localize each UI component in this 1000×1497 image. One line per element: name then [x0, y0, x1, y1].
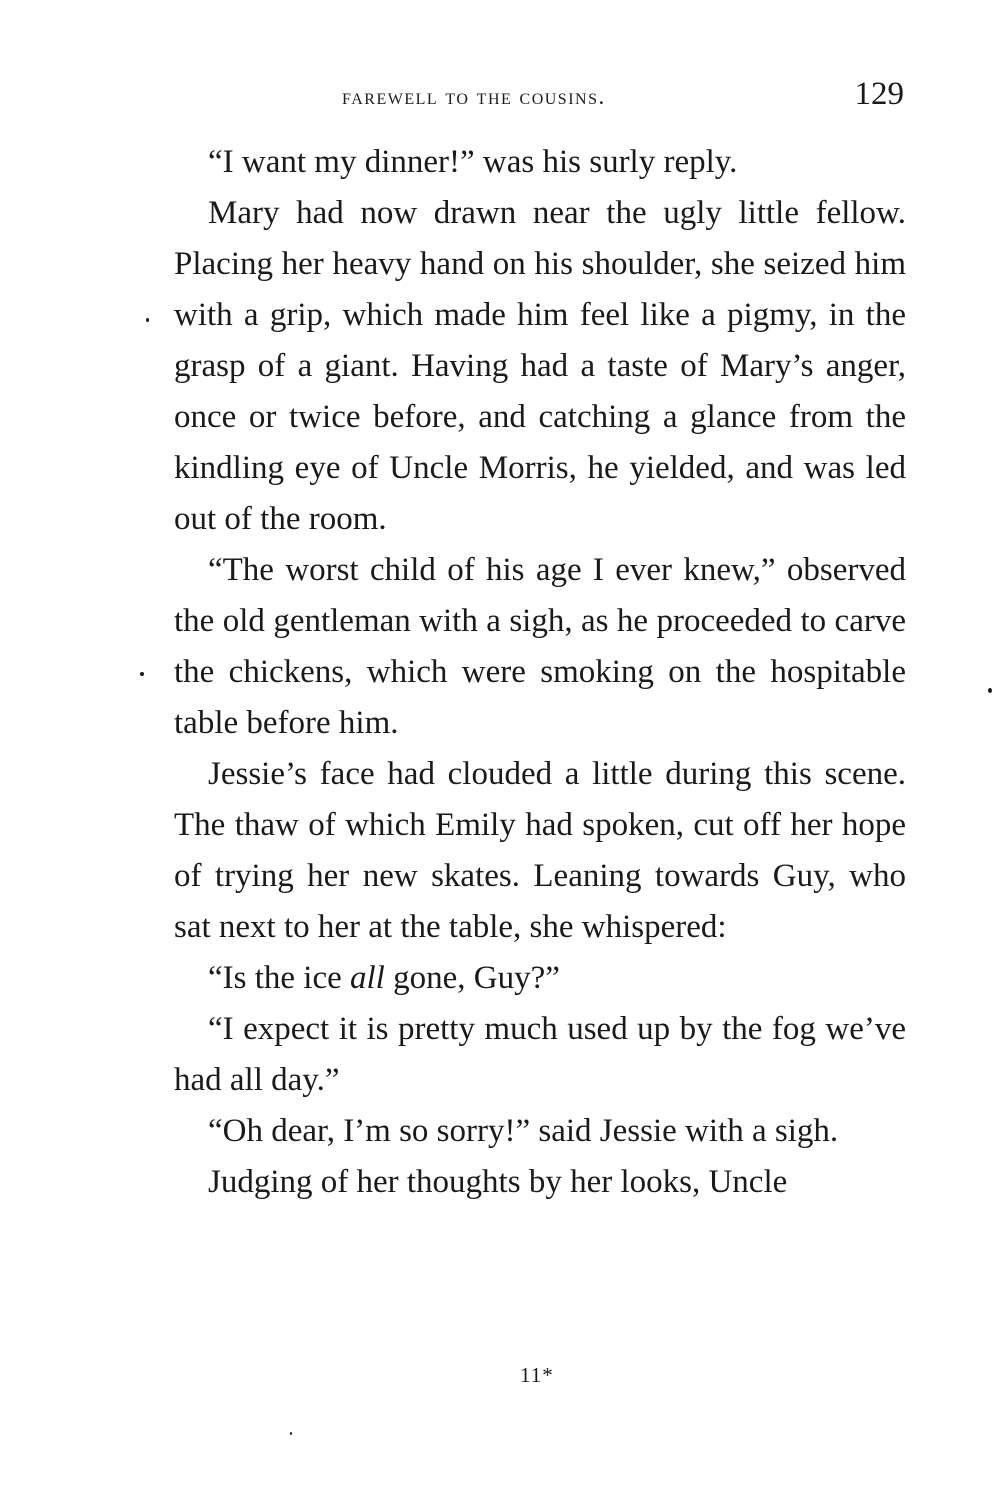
page-number: 129 — [854, 76, 904, 112]
body-text — [174, 137, 906, 1208]
print-speck — [988, 688, 992, 693]
paragraph: Judging of her thoughts by her looks, Uncle — [208, 1164, 788, 1200]
paragraph-ice-question — [174, 953, 906, 1004]
ice-question-emphasis: all — [350, 960, 385, 996]
paragraph: “I want my dinner!” was his surly reply. — [208, 144, 738, 180]
signature-mark: 11* — [520, 1363, 554, 1387]
print-speck — [146, 318, 149, 322]
paragraph: Jessie’s face had clouded a little during this scene. The thaw of which Emily had spoken, cut off her hope of trying her new skates. Leaning towards Guy, who sat next to her at the table, she whispered: — [174, 756, 906, 945]
paragraph: Mary had now drawn near the ugly little fellow. Placing her heavy hand on his shoulder, she seized him with a grip, which made him feel like a pigmy, in the grasp of a giant. Having had a taste of Mary’s anger, once or twice before, and catching a glance from the kindling eye of Uncle Morris, he yielded, and was led out of the room. — [174, 195, 906, 537]
paragraph: “The worst child of his age I ever knew,” observed the old gentleman with a sigh, as he proceeded to carve the chickens, which were smoking on the hospitable table before him. — [174, 552, 906, 741]
running-title: farewell to the cousins. — [342, 84, 606, 109]
print-speck — [290, 1432, 292, 1435]
paragraph: “I expect it is pretty much used up by the fog we’ve had all day.” — [174, 1011, 906, 1098]
ice-question-before: “Is the ice — [208, 960, 351, 996]
ice-question-after: gone, Guy?” — [384, 960, 560, 996]
running-head — [174, 78, 906, 118]
paragraph: “Oh dear, I’m so sorry!” said Jessie with a sigh. — [208, 1113, 839, 1149]
print-speck — [140, 672, 144, 676]
